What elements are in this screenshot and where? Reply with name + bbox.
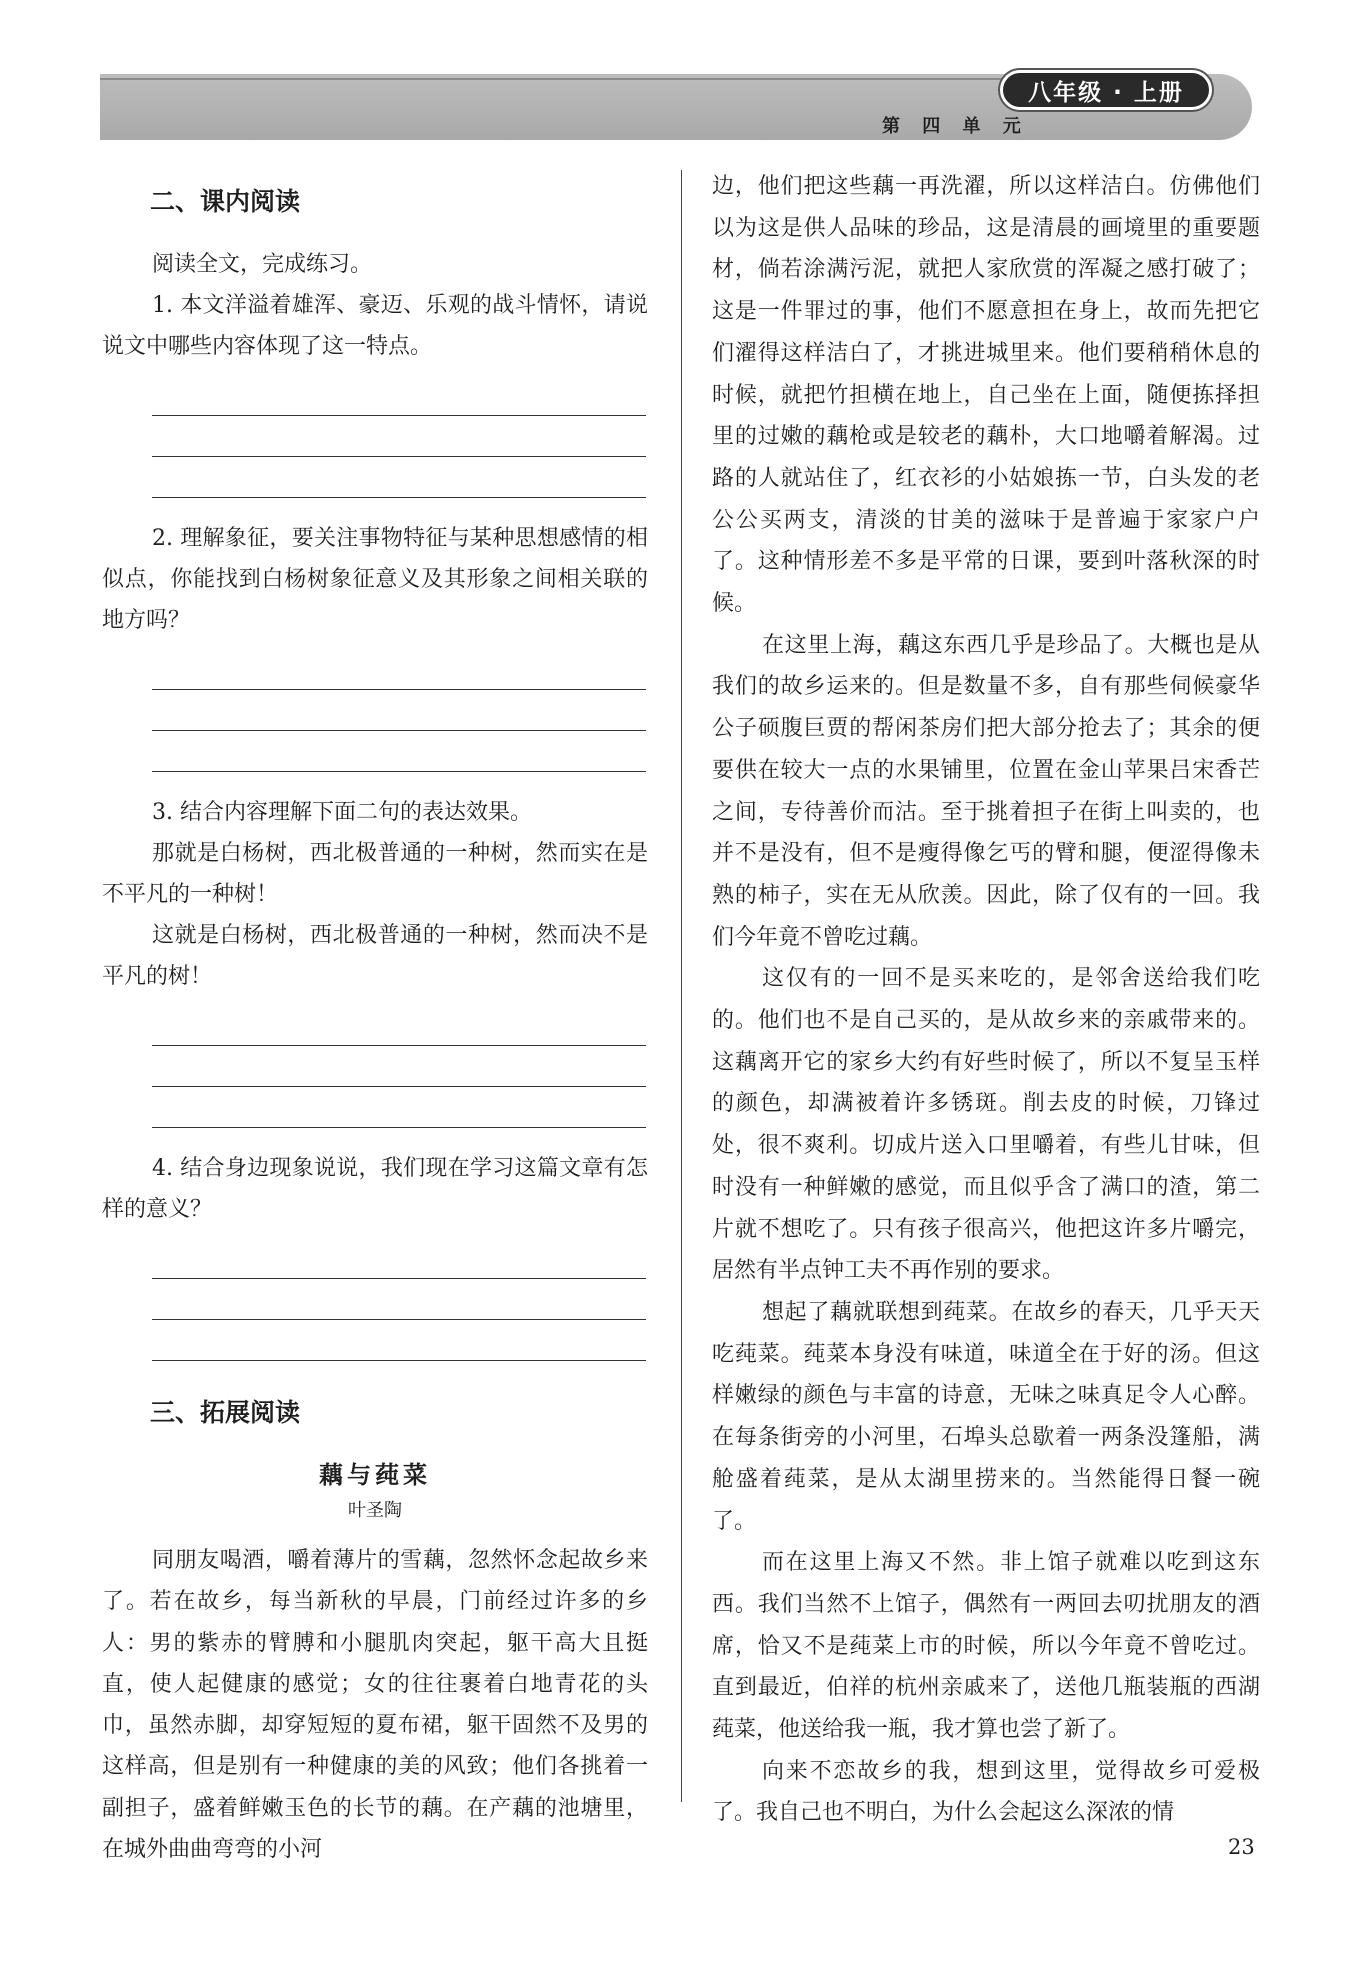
answer-line[interactable] <box>152 1015 646 1046</box>
answer-line[interactable] <box>152 1279 646 1320</box>
article-paragraph: 想起了藕就联想到莼菜。在故乡的春天，几乎天天吃莼菜。莼菜本身没有味道，味道全在于好的汤。但这样嫩绿的颜色与丰富的诗意，无味之味真足令人心醉。在每条街旁的小河里，石埠头总歇着一两条没篷船，满舱盛着莼菜，是从太湖里捞来的。当然能得日餐一碗了。 <box>712 1299 1260 1534</box>
article-author: 叶圣陶 <box>348 1500 402 1521</box>
section-title-in-class-reading: 二、课内阅读 <box>150 187 301 216</box>
answer-line[interactable] <box>152 731 646 772</box>
answer-lines-q3[interactable] <box>152 1015 648 1128</box>
grade-tab: 八年级 · 上册 <box>1000 70 1212 110</box>
page-number: 23 <box>1228 1835 1255 1859</box>
article-paragraph: 边，他们把这些藕一再洗濯，所以这样洁白。仿佛他们以为这是供人品味的珍品，这是清晨的画境里的重要题材，倘若涂满污泥，就把人家欣赏的浑凝之感打破了；这是一件罪过的事，他们不愿意担在身上，故而先把它们濯得这样洁白了，才挑进城里来。他们要稍稍休息的时候，就把竹担横在地上，自己坐在上面，随便拣择担里的过嫩的藕枪或是较老的藕朴，大口地嚼着解渴。过路的人就站住了，红衣衫的小姑娘拣一节，白头发的老公公买两支，清淡的甘美的滋味于是普遍于家家户户了。这种情形差不多是平常的日课，要到叶落秋深的时候。 <box>712 174 1260 617</box>
answer-line[interactable] <box>152 457 646 498</box>
answer-lines-q1[interactable] <box>152 385 648 498</box>
question-3-sentence-2: 这就是白杨树，西北极普通的一种树，然而决不是平凡的树！ <box>102 923 648 989</box>
answer-line[interactable] <box>152 1087 646 1128</box>
article-paragraph: 这仅有的一回不是买来吃的，是邻舍送给我们吃的。他们也不是自己买的，是从故乡来的亲戚带来的。这藕离开它的家乡大约有好些时候了，所以不复呈玉样的颜色，却满被着许多锈斑。削去皮的时候，刀锋过处，很不爽利。切成片送入口里嚼着，有些儿甘味，但时没有一种鲜嫩的感觉，而且似乎含了满口的渣，第二片就不想吃了。只有孩子很高兴，他把这许多片嚼完，居然有半点钟工夫不再作别的要求。 <box>712 966 1260 1284</box>
answer-line[interactable] <box>152 416 646 457</box>
article-paragraph: 同朋友喝酒，嚼着薄片的雪藕，忽然怀念起故乡来了。若在故乡，每当新秋的早晨，门前经过许多的乡人：男的紫赤的臂膊和小腿肌肉突起，躯干高大且挺直，使人起健康的感觉；女的往往裹着白地青花的头巾，虽然赤脚，却穿短短的夏布裙，躯干固然不及男的这样高，但是别有一种健康的美的风致；他们各挑着一副担子，盛着鲜嫩玉色的长节的藕。在产藕的池塘里，在城外曲曲弯弯的小河 <box>102 1548 648 1863</box>
question-3: 3. 结合内容理解下面二句的表达效果。 <box>152 800 532 825</box>
question-3-sentence-1: 那就是白杨树，西北极普通的一种树，然而实在是不平凡的一种树！ <box>102 841 648 907</box>
answer-line[interactable] <box>152 659 646 690</box>
article-title: 藕与莼菜 <box>319 1460 431 1489</box>
article-paragraph: 在这里上海，藕这东西几乎是珍品了。大概也是从我们的故乡运来的。但是数量不多，自有那些伺候豪华公子硕腹巨贾的帮闲茶房们把大部分抢去了；其余的便要供在较大一点的水果铺里，位置在金山苹果吕宋香芒之间，专待善价而沽。至于挑着担子在街上叫卖的，也并不是没有，但不是瘦得像乞丐的臂和腿，便涩得像未熟的柿子，实在无从欣羡。因此，除了仅有的一回。我们今年竟不曾吃过藕。 <box>712 632 1260 950</box>
question-1: 1. 本文洋溢着雄浑、豪迈、乐观的战斗情怀，请说说文中哪些内容体现了这一特点。 <box>102 293 648 359</box>
left-column <box>102 182 648 1870</box>
answer-line[interactable] <box>152 385 646 416</box>
article-paragraph: 而在这里上海又不然。非上馆子就难以吃到这东西。我们当然不上馆子，偶然有一两回去叨扰朋友的酒席，恰又不是莼菜上市的时候，所以今年竟不曾吃过。直到最近，伯祥的杭州亲戚来了，送他几瓶装瓶的西湖莼菜，他送给我一瓶，我才算也尝了新了。 <box>712 1550 1260 1743</box>
answer-lines-q4[interactable] <box>152 1248 648 1361</box>
answer-lines-q2[interactable] <box>152 659 648 772</box>
answer-line[interactable] <box>152 1320 646 1361</box>
answer-line[interactable] <box>152 1248 646 1279</box>
question-2: 2. 理解象征，要关注事物特征与某种思想感情的相似点，你能找到白杨树象征意义及其形象之间相关联的地方吗？ <box>102 526 648 633</box>
answer-line[interactable] <box>152 1046 646 1087</box>
column-divider <box>681 170 682 1802</box>
unit-label: 第 四 单 元 <box>882 116 1029 137</box>
instruction: 阅读全文，完成练习。 <box>152 252 373 277</box>
answer-line[interactable] <box>152 690 646 731</box>
question-4: 4. 结合身边现象说说，我们现在学习这篇文章有怎样的意义？ <box>102 1156 648 1222</box>
article-paragraph: 向来不恋故乡的我，想到这里，觉得故乡可爱极了。我自己也不明白，为什么会起这么深浓的情 <box>712 1758 1260 1826</box>
section-title-extended-reading: 三、拓展阅读 <box>150 1398 301 1427</box>
right-column <box>712 166 1260 1834</box>
